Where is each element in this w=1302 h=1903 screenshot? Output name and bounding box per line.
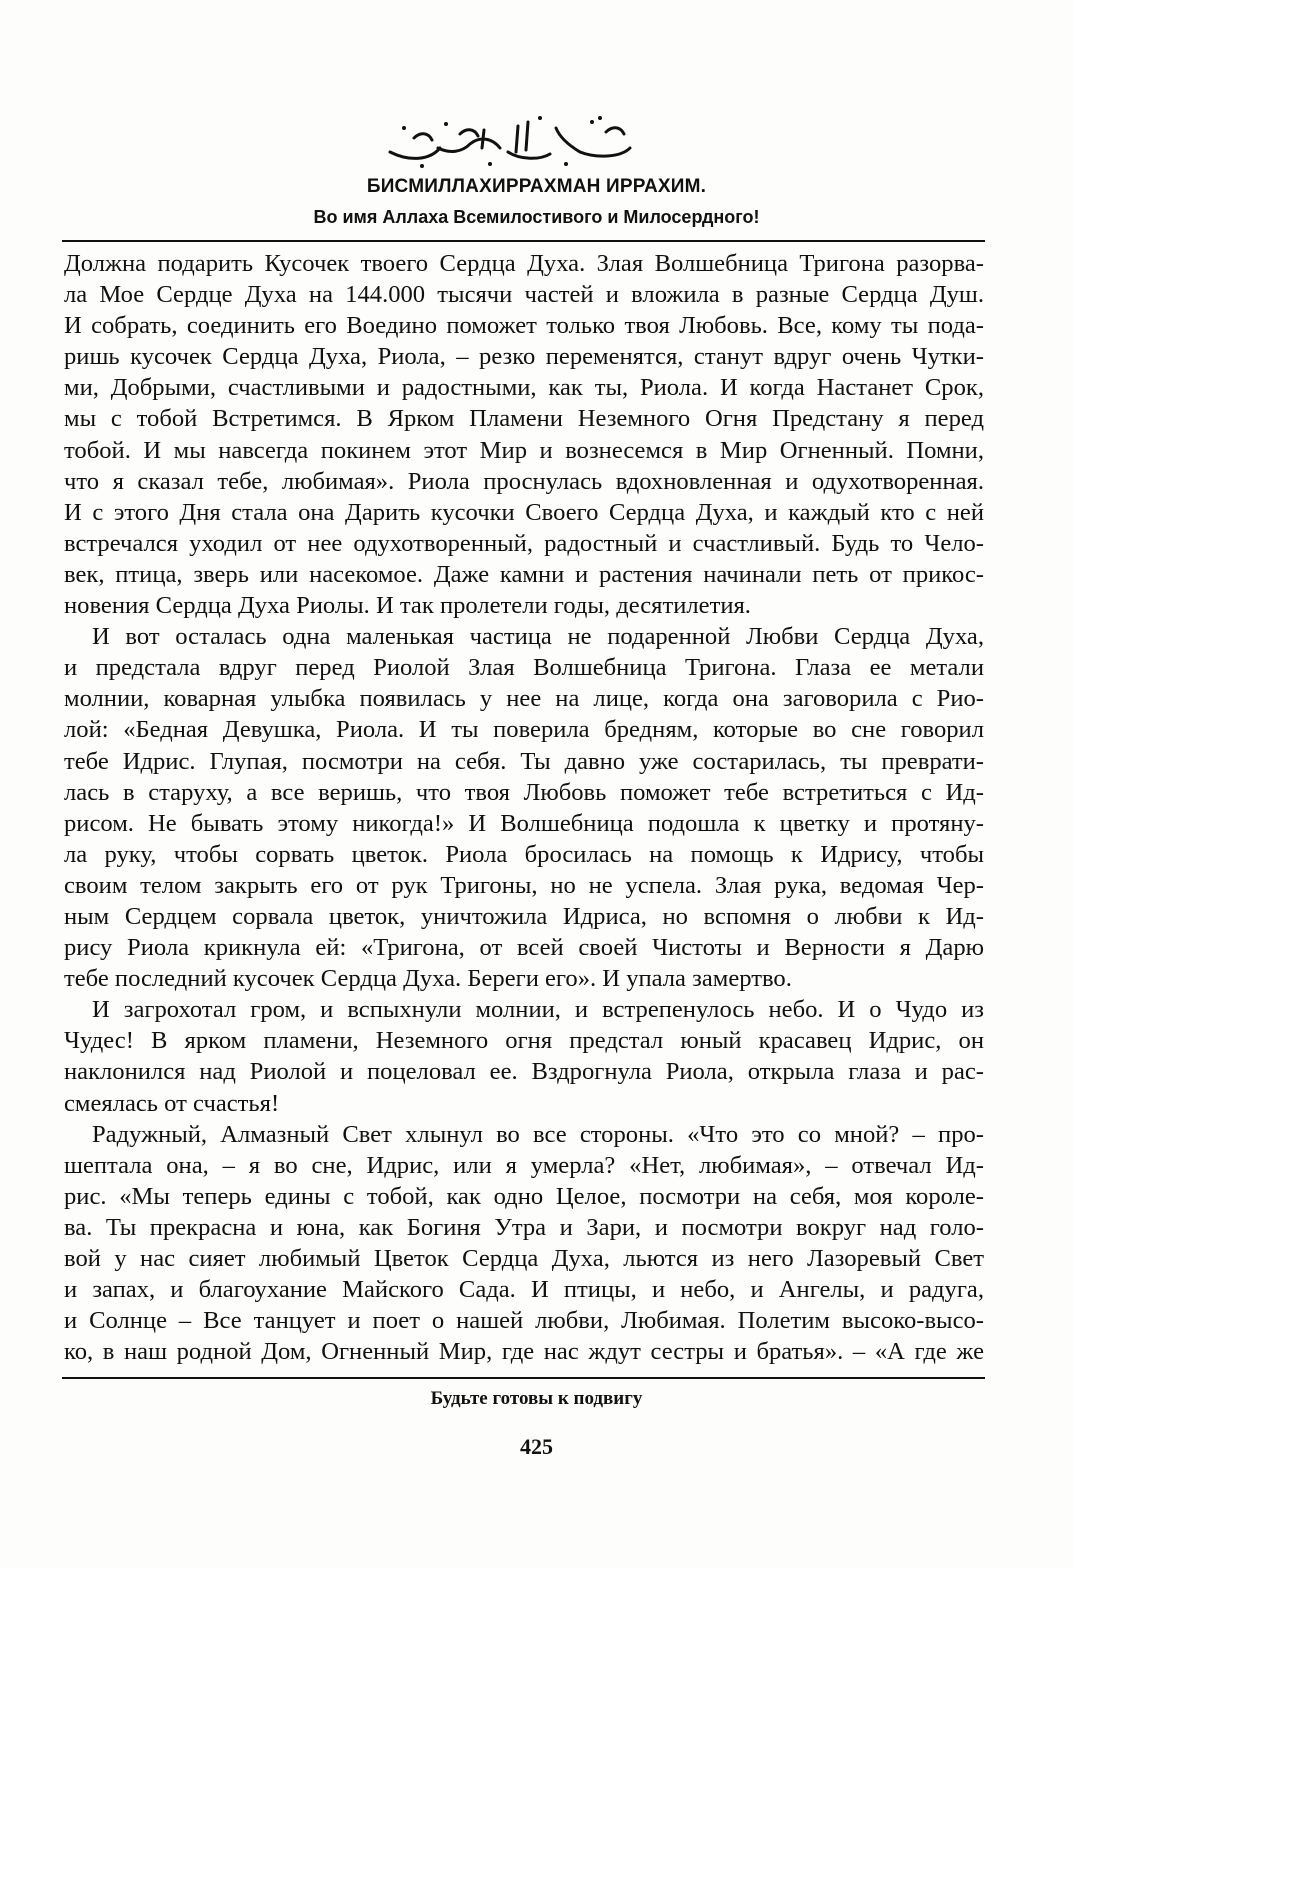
text-line: мы с тобой Встретимся. В Ярком Пламени Неземного Огня Предстану я перед (64, 405, 984, 433)
text-line: молнии, коварная улыбка появилась у нее на лице, когда она заговорила с Рио- (64, 685, 984, 713)
text-line: ко, в наш родной Дом, Огненный Мир, где нас ждут сестры и братья». – «А где же (64, 1338, 984, 1366)
text-line: тебе Идрис. Глупая, посмотри на себя. Ты давно уже состарилась, ты преврати- (64, 747, 984, 775)
text-line: ришь кусочек Сердца Духа, Риола, – резко переменятся, станут вдруг очень Чутки- (64, 343, 984, 371)
header-divider (62, 240, 985, 242)
text-line: и предстала вдруг перед Риолой Злая Волшебница Тригона. Глаза ее метали (64, 654, 984, 682)
bismillah-calligraphy-icon (380, 108, 642, 170)
text-line: встречался уходил от нее одухотворенный, радостный и счастливый. Будь то Чело- (64, 529, 984, 557)
text-line: И загрохотал гром, и вспыхнули молнии, и встрепенулось небо. И о Чудо из (92, 996, 984, 1024)
text-line: ла руку, чтобы сорвать цветок. Риола бросилась на помощь к Идрису, чтобы (64, 840, 984, 868)
text-line: новения Сердца Духа Риолы. И так пролетели годы, десятилетия. (64, 592, 751, 620)
text-line: наклонился над Риолой и поцеловал ее. Вздрогнула Риола, открыла глаза и рас- (64, 1058, 984, 1086)
footer-slogan: Будьте готовы к подвигу (430, 1388, 643, 1409)
text-line: своим телом закрыть его от рук Тригоны, но не успела. Злая рука, ведомая Чер- (64, 871, 984, 899)
text-line: и запах, и благоухание Майского Сада. И птицы, и небо, и Ангелы, и радуга, (64, 1276, 984, 1304)
text-line: рисом. Не бывать этому никогда!» И Волшебница подошла к цветку и протяну- (64, 809, 984, 837)
footer-divider (62, 1377, 985, 1379)
text-line: ла Мое Сердце Духа на 144.000 тысячи частей и вложила в разные Сердца Душ. (64, 281, 984, 309)
page-header-subtitle: Во имя Аллаха Всемилостивого и Милосердного! (313, 207, 760, 227)
text-line: И вот осталась одна маленькая частица не подаренной Любви Сердца Духа, (92, 623, 984, 651)
text-line: Должна подарить Кусочек твоего Сердца Духа. Злая Волшебница Тригона разорва- (64, 250, 984, 277)
page-number: 425 (520, 1434, 553, 1459)
text-line: что я сказал тебе, любимая». Риола проснулась вдохновленная и одухотворенная. (64, 467, 984, 495)
text-line: ва. Ты прекрасна и юна, как Богиня Утра и Зари, и посмотри вокруг над голо- (64, 1213, 984, 1241)
text-line: Чудес! В ярком пламени, Неземного огня предстал юный красавец Идрис, он (64, 1027, 984, 1055)
text-line: и Солнце – Все танцует и поет о нашей любви, Любимая. Полетим высоко-высо- (64, 1307, 984, 1335)
body-text (64, 248, 984, 1367)
text-line: шептала она, – я во сне, Идрис, или я умерла? «Нет, любимая», – отвечал Ид- (64, 1151, 984, 1179)
text-line: рису Риола крикнула ей: «Тригона, от всей своей Чистоты и Верности я Дарю (64, 934, 984, 962)
text-line: рис. «Мы теперь едины с тобой, как одно Целое, посмотри на себя, моя короле- (64, 1182, 984, 1210)
text-line: ным Сердцем сорвала цветок, уничтожила Идриса, но вспомня о любви к Ид- (64, 902, 984, 930)
text-line: Радужный, Алмазный Свет хлынул во все стороны. «Что это со мной? – про- (92, 1120, 984, 1148)
text-line: смеялась от счастья! (64, 1089, 280, 1117)
text-line: И собрать, соединить его Воедино поможет только твоя Любовь. Все, кому ты пода- (64, 312, 984, 340)
text-line: тебе последний кусочек Сердца Духа. Береги его». И упала замертво. (64, 965, 792, 993)
text-line: лой: «Бедная Девушка, Риола. И ты поверила бредням, которые во сне говорил (64, 716, 984, 744)
text-line: И с этого Дня стала она Дарить кусочки Своего Сердца Духа, и каждый кто с ней (64, 498, 984, 526)
text-line: лась в старуху, а все веришь, что твоя Любовь поможет тебе встретиться с Ид- (64, 778, 984, 806)
text-line: тобой. И мы навсегда покинем этот Мир и вознесемся в Мир Огненный. Помни, (64, 436, 984, 464)
page-header-title: БИСМИЛЛАХИРРАХМАН ИРРАХИМ. (366, 176, 707, 197)
text-line: ми, Добрыми, счастливыми и радостными, как ты, Риола. И когда Настанет Срок, (64, 374, 984, 402)
text-line: вой у нас сияет любимый Цветок Сердца Духа, льются из него Лазоревый Свет (64, 1245, 984, 1272)
text-line: век, птица, зверь или насекомое. Даже камни и растения начинали петь от прикос- (64, 560, 984, 588)
